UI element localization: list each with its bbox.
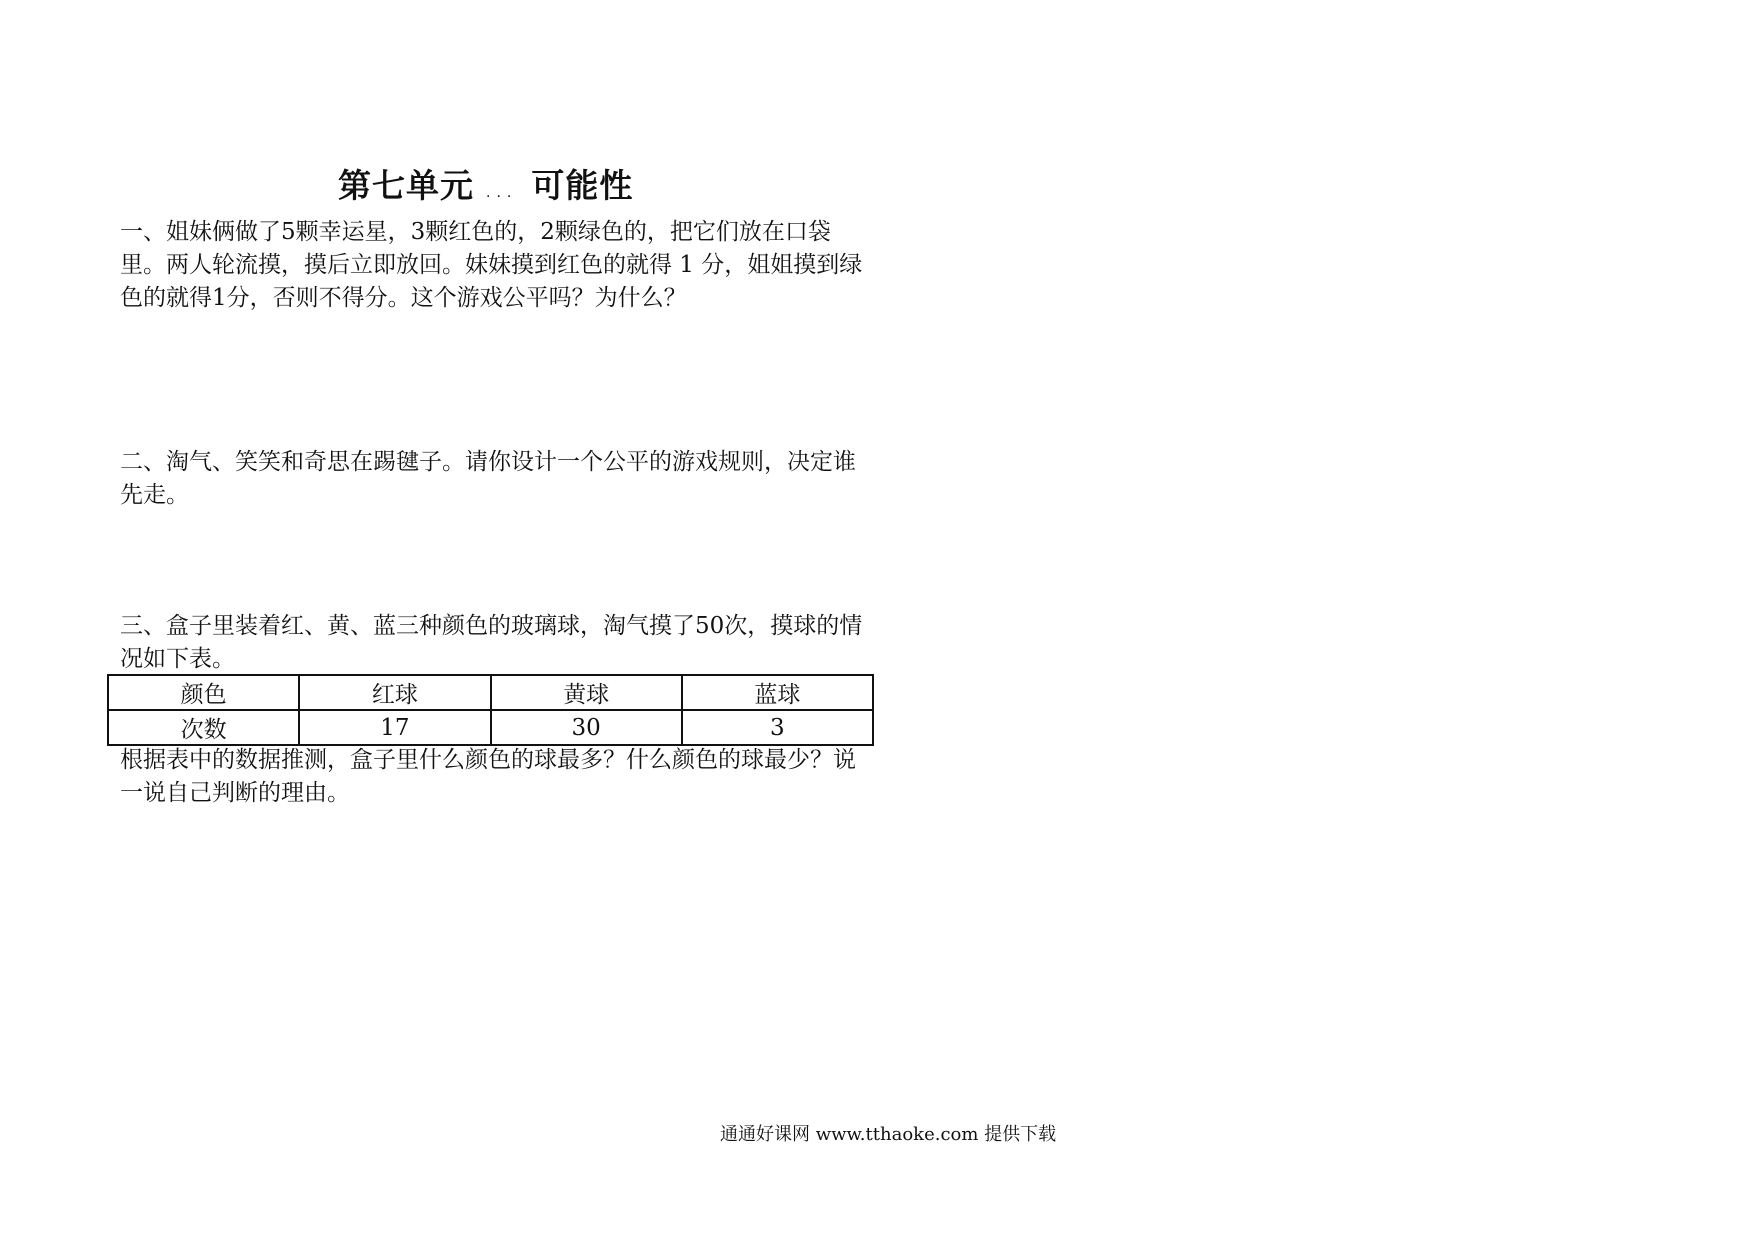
title-topic: 可能性	[531, 166, 634, 205]
title-dots: ...	[486, 185, 518, 201]
page-footer: 通通好课网 www.tthaoke.com 提供下载	[720, 1124, 1057, 1145]
page-title	[338, 160, 633, 207]
table-cell: 黄球	[491, 675, 682, 710]
question-2: 二、淘气、笑笑和奇思在踢毽子。请你设计一个公平的游戏规则，决定谁先走。	[120, 449, 856, 508]
table-header-row	[108, 675, 873, 710]
table-cell: 蓝球	[682, 675, 873, 710]
table-row	[108, 710, 873, 745]
question-3: 三、盒子里装着红、黄、蓝三种颜色的玻璃球，淘气摸了50次，摸球的情况如下表。	[120, 613, 863, 672]
table-cell: 30	[491, 710, 682, 745]
table-cell: 3	[682, 710, 873, 745]
table-cell: 红球	[299, 675, 490, 710]
ball-count-table	[107, 674, 874, 746]
title-unit: 第七单元	[338, 166, 474, 205]
table-cell: 次数	[108, 710, 299, 745]
question-1: 一、姐妹俩做了5颗幸运星，3颗红色的，2颗绿色的，把它们放在口袋里。两人轮流摸，摸后立即放回。妹妹摸到红色的就得 1 分，姐姐摸到绿色的就得1分，否则不得分。这个游戏公平吗？为什么？	[120, 219, 863, 311]
question-3-followup: 根据表中的数据推测，盒子里什么颜色的球最多？什么颜色的球最少？说一说自己判断的理由。	[120, 747, 856, 806]
table-cell: 颜色	[108, 675, 299, 710]
table-cell: 17	[299, 710, 490, 745]
